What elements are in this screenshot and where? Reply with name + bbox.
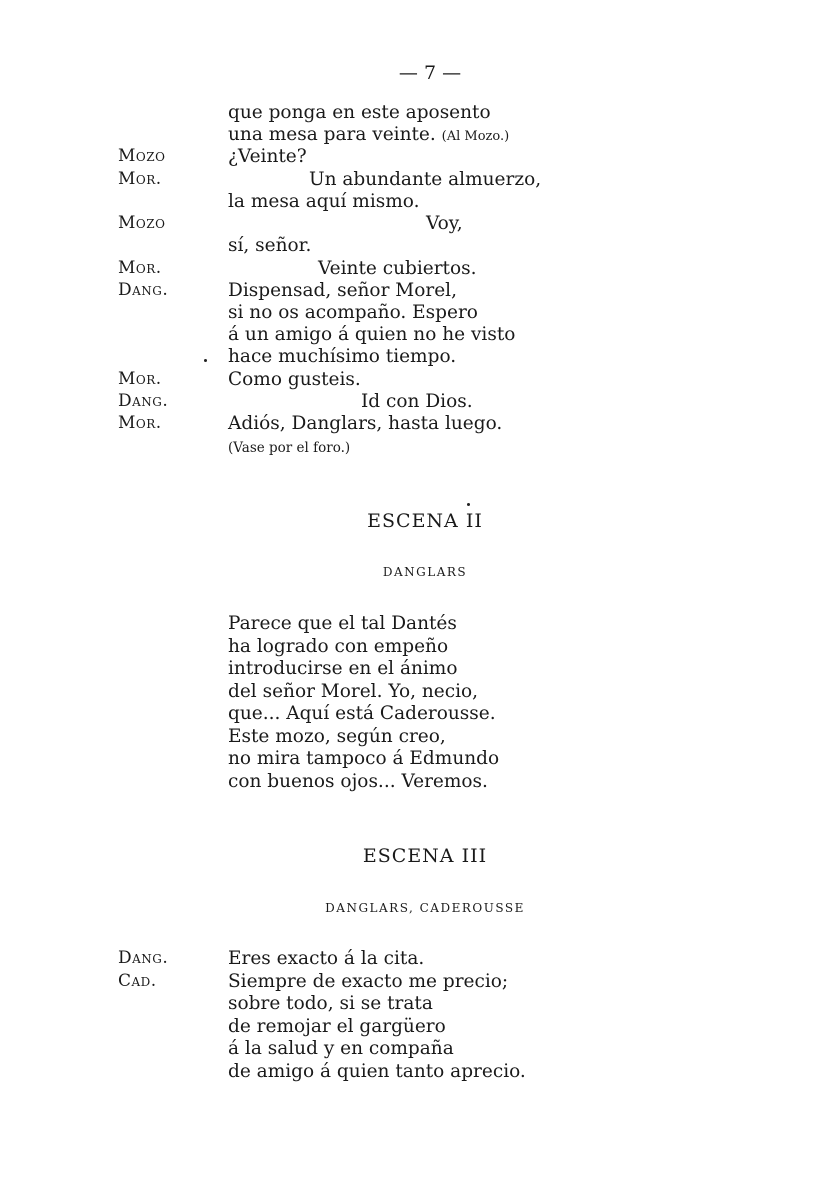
dialogue-line (0, 1061, 840, 1084)
verse-text: sí, señor. (228, 235, 312, 256)
scene-title: ESCENA III (362, 845, 488, 867)
dialogue-line (0, 391, 840, 414)
verse-text: Como gusteis. (228, 369, 361, 390)
verse-text: introducirse en el ánimo (228, 658, 458, 679)
verse-line (0, 613, 840, 636)
print-speck (467, 503, 470, 506)
dialogue-line (0, 369, 840, 392)
verse-text: la mesa aquí mismo. (228, 191, 420, 212)
dialogue-line (0, 146, 840, 169)
speaker-label: Mor. (118, 169, 162, 189)
dialogue-line (0, 413, 840, 436)
dialogue-line (0, 280, 840, 303)
verse-line (0, 748, 840, 771)
stage-aside: (Al Mozo.) (441, 129, 510, 144)
verse-text: Veinte cubiertos. (318, 258, 477, 279)
verse-text: á la salud y en compaña (228, 1038, 454, 1059)
verse-text: de remojar el gargüero (228, 1016, 446, 1037)
verse-text: Dispensad, señor Morel, (228, 280, 457, 301)
speaker-label: Dang. (118, 948, 169, 968)
verse-line (0, 636, 840, 659)
verse-text: con buenos ojos... Veremos. (228, 771, 488, 792)
dialogue-line (0, 102, 840, 125)
verse-line (0, 703, 840, 726)
verse-text: Siempre de exacto me precio; (228, 971, 509, 992)
dialogue-line (0, 324, 840, 347)
verse-text-main: una mesa para veinte. (228, 124, 436, 145)
verse-line (0, 771, 840, 794)
speaker-label: Mor. (118, 413, 162, 433)
speaker-label: Mor. (118, 369, 162, 389)
scene-title: ESCENA II (367, 510, 483, 532)
speaker-label: Dang. (118, 280, 169, 300)
speaker-label: Mor. (118, 258, 162, 278)
verse-text: no mira tampoco á Edmundo (228, 748, 500, 769)
print-speck (204, 359, 207, 362)
verse-text: que... Aquí está Caderousse. (228, 703, 496, 724)
dialogue-line (0, 1038, 840, 1061)
verse-text: Eres exacto á la cita. (228, 948, 425, 969)
verse-text: del señor Morel. Yo, necio, (228, 681, 479, 702)
dialogue-line (0, 971, 840, 994)
speaker-label: Cad. (118, 971, 157, 991)
verse-line (0, 681, 840, 704)
verse-text: ha logrado con empeño (228, 636, 449, 657)
dialogue-line (0, 258, 840, 281)
verse-text (228, 124, 509, 145)
verse-text: de amigo á quien tanto aprecio. (228, 1061, 526, 1082)
dialogue-line (0, 124, 840, 147)
verse-text: Un abundante almuerzo, (309, 169, 542, 190)
dialogue-line (0, 235, 840, 258)
dialogue-line (0, 169, 840, 192)
verse-text: hace muchísimo tiempo. (228, 346, 457, 367)
verse-text: Este mozo, según creo, (228, 726, 446, 747)
dialogue-line (0, 346, 840, 369)
dialogue-line (0, 302, 840, 325)
verse-text: á un amigo á quien no he visto (228, 324, 516, 345)
scene-characters: DANGLARS, CADEROUSSE (325, 901, 525, 915)
stage-direction: (Vase por el foro.) (228, 440, 351, 456)
scene-characters: DANGLARS (382, 565, 468, 579)
speaker-label: Mozo (118, 146, 166, 166)
dialogue-line (0, 948, 840, 971)
verse-text: Voy, (426, 213, 463, 234)
verse-text: si no os acompaño. Espero (228, 302, 478, 323)
dialogue-line (0, 213, 840, 236)
dialogue-line (0, 993, 840, 1016)
verse-line (0, 658, 840, 681)
speaker-label: Dang. (118, 391, 169, 411)
verse-line (0, 726, 840, 749)
speaker-label: Mozo (118, 213, 166, 233)
verse-text: ¿Veinte? (228, 146, 307, 167)
verse-text: Id con Dios. (361, 391, 473, 412)
verse-text: Adiós, Danglars, hasta luego. (228, 413, 503, 434)
verse-text: que ponga en este aposento (228, 102, 491, 123)
dialogue-line (0, 1016, 840, 1039)
page-number: — 7 — (398, 62, 462, 84)
dialogue-line (0, 191, 840, 214)
verse-text: Parece que el tal Dantés (228, 613, 457, 634)
verse-text: sobre todo, si se trata (228, 993, 433, 1014)
